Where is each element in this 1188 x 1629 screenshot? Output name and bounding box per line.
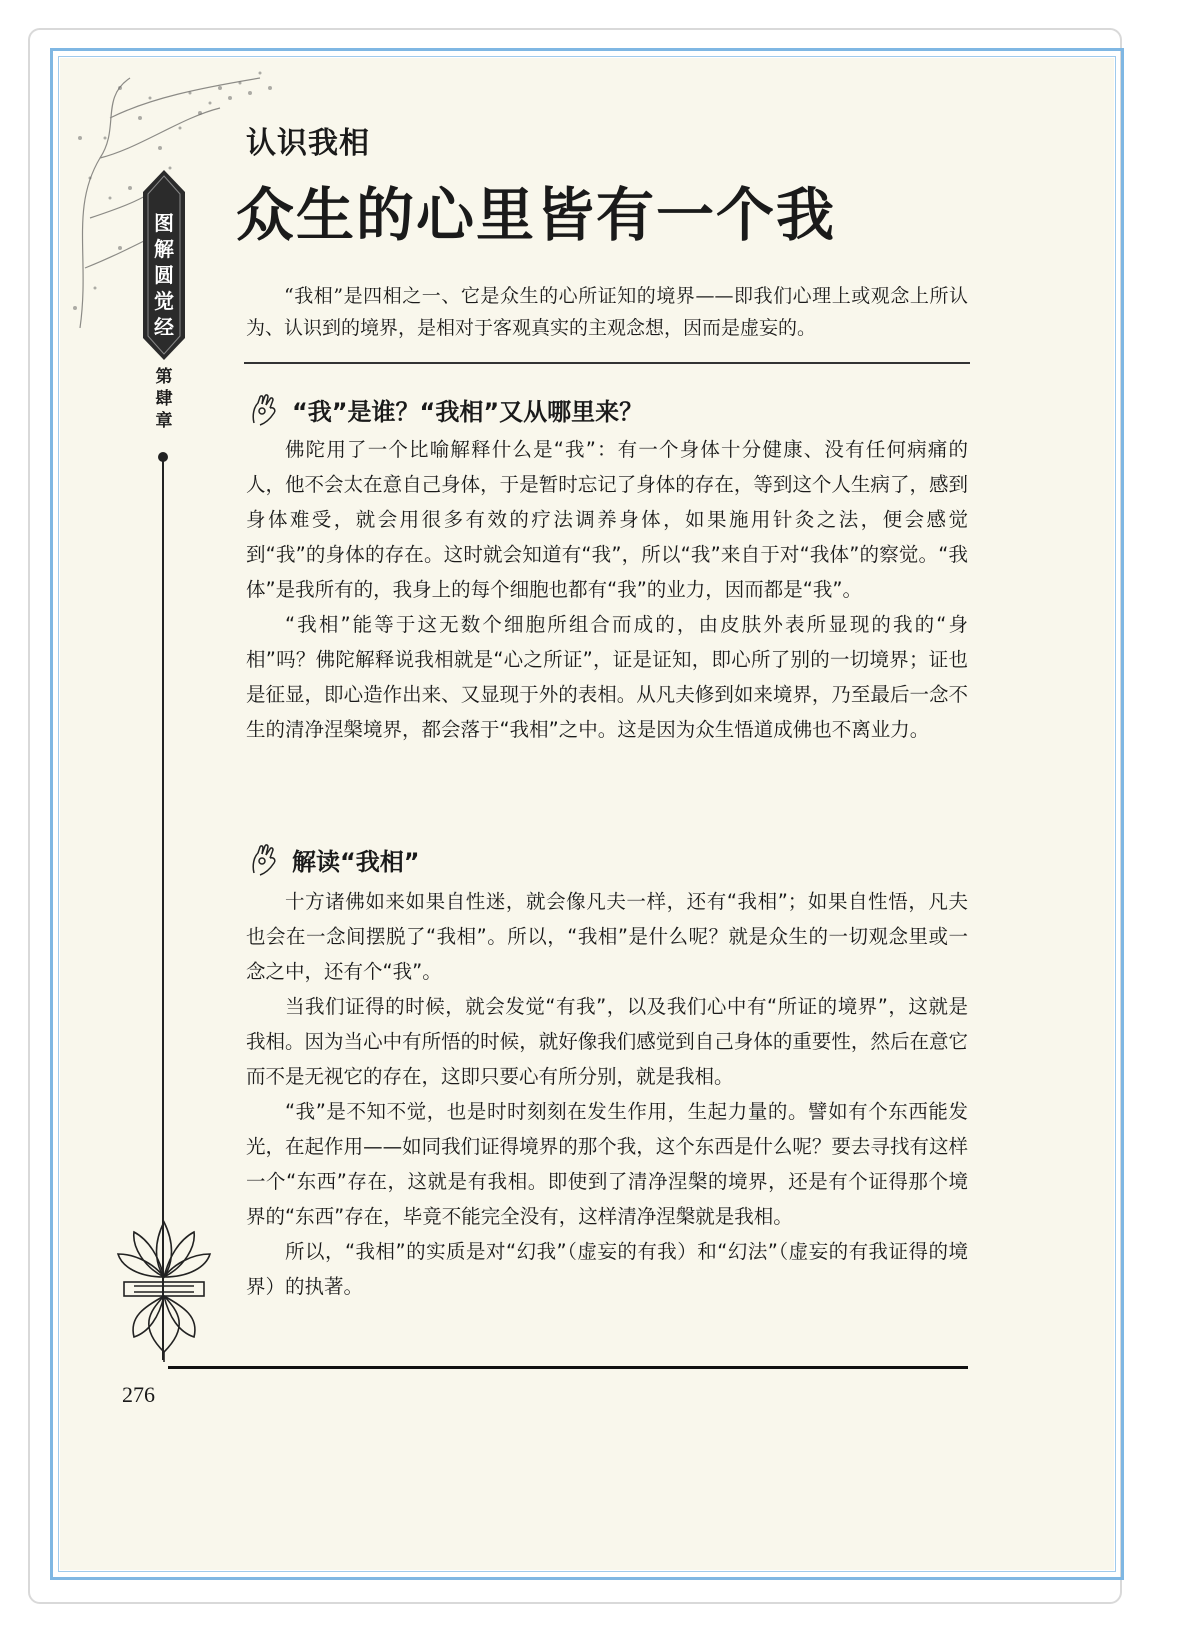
body-paragraph: 佛陀用了一个比喻解释什么是“我”：有一个身体十分健康、没有任何病痛的人，他不会太在意自己身体，于是暂时忘记了身体的存在，等到这个人生病了，感到身体难受，就会用很多有效的疗法调养身体，如果施用针灸之法，便会感觉到“我”的身体的存在。这时就会知道有“我”，所以“我”来自于对“我体”的察觉。“我体”是我所有的，我身上的每个细胞也都有“我”的业力，因而都是“我”。 [246, 438, 968, 601]
intro-paragraph: “我相”是四相之一、它是众生的心所证知的境界——即我们心理上或观念上所认为、认识到的境界，是相对于客观真实的主观念想，因而是虚妄的。 [246, 285, 968, 339]
intro-divider [244, 362, 970, 364]
spine-badge-text [143, 210, 185, 340]
footer-rule [168, 1366, 968, 1369]
page-title: 众生的心里皆有一个我 [236, 181, 837, 249]
chapter-char: 肆 [155, 389, 173, 409]
section-heading-text: 解读“我相” [292, 848, 420, 876]
page-number: 276 [122, 1382, 155, 1407]
spine-char: 解 [154, 237, 174, 261]
hand-mudra-icon [246, 393, 280, 427]
section-heading-1 [246, 392, 643, 427]
spine-char: 圆 [154, 263, 174, 287]
chapter-char: 章 [155, 411, 173, 431]
body-paragraph: 当我们证得的时候，就会发觉“有我”，以及我们心中有“所证的境界”，这就是我相。因为当心中有所悟的时候，就好像我们感觉到自己身体的重要性，然后在意它而不是无视它的存在，这即只要心有所分别，就是我相。 [246, 995, 968, 1088]
body-paragraph: “我相”能等于这无数个细胞所组合而成的，由皮肤外表所显现的我的“身相”吗？佛陀解释说我相就是“心之所证”，证是证知，即心所了别的一切境界；证也是征显，即心造作出来、又显现于外的表相。从凡夫修到如来境界，乃至最后一念不生的清净涅槃境界，都会落于“我相”之中。这是因为众生悟道成佛也不离业力。 [246, 613, 968, 741]
section-body-2 [246, 884, 968, 1304]
section-body-1 [246, 432, 968, 747]
spine-char: 觉 [154, 289, 174, 313]
hand-mudra-icon [246, 843, 280, 877]
chapter-label [149, 366, 179, 432]
spine-char: 经 [154, 315, 174, 339]
section-kicker: 认识我相 [246, 126, 370, 161]
section-heading-text: “我”是谁？“我相”又从哪里来？ [292, 398, 644, 426]
section-heading-2 [246, 842, 420, 877]
chapter-char: 第 [155, 367, 173, 387]
body-paragraph: 十方诸佛如来如果自性迷，就会像凡夫一样，还有“我相”；如果自性悟，凡夫也会在一念间摆脱了“我相”。所以，“我相”是什么呢？就是众生的一切观念里或一念之中，还有个“我”。 [246, 890, 968, 983]
lotus-ornament-icon [114, 1212, 214, 1362]
body-paragraph: “我”是不知不觉，也是时时刻刻在发生作用，生起力量的。譬如有个东西能发光，在起作用——如同我们证得境界的那个我，这个东西是什么呢？要去寻找有这样一个“东西”存在，这就是有我相。即使到了清净涅槃的境界，还是有个证得那个境界的“东西”存在，毕竟不能完全没有，这样清净涅槃就是我相。 [246, 1100, 968, 1228]
spine-char: 图 [154, 211, 174, 235]
body-paragraph: 所以，“我相”的实质是对“幻我”（虚妄的有我）和“幻法”（虚妄的有我证得的境界）的执著。 [246, 1240, 968, 1298]
